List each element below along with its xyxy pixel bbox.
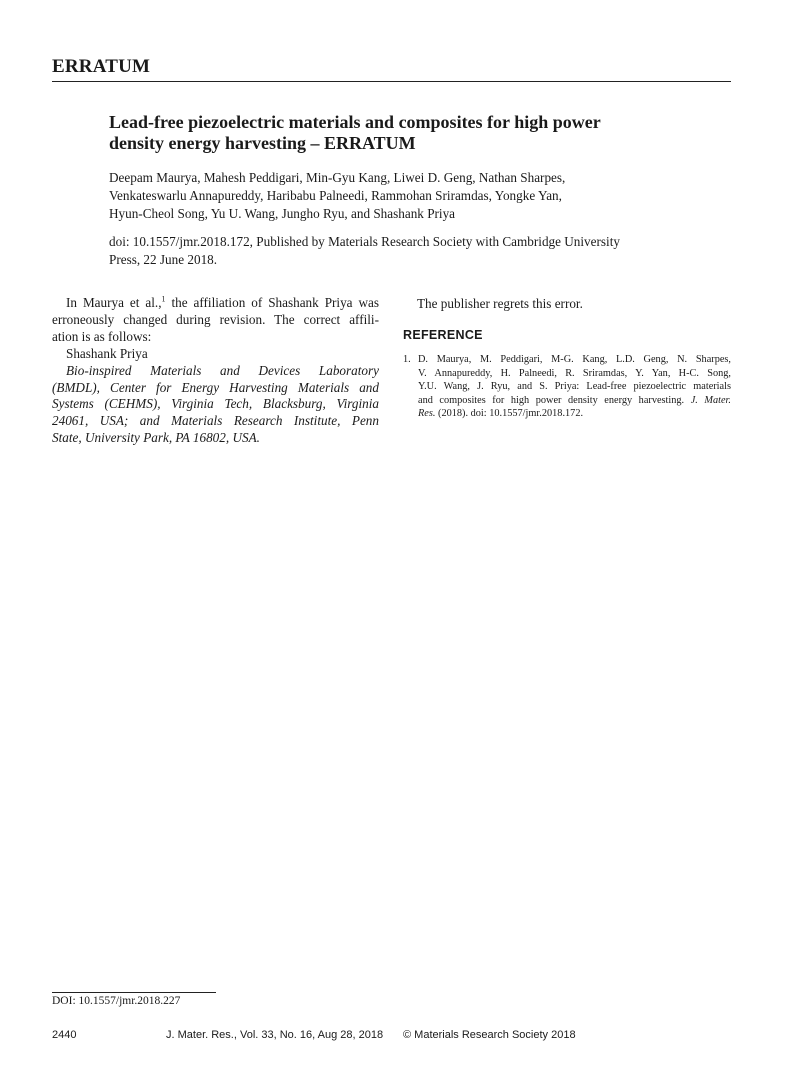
left-column <box>52 295 379 447</box>
reference-line: V. Annapureddy, H. Palneedi, R. Sriramdas, Y. Yan, H-C. Song, <box>418 367 731 379</box>
right-column <box>403 295 731 421</box>
author-line: Deepam Maurya, Mahesh Peddigari, Min-Gyu Kang, Liwei D. Geng, Nathan Sharpes, <box>109 170 566 185</box>
page-number: 2440 <box>52 1029 77 1041</box>
article-title <box>109 112 709 154</box>
title-line: density energy harvesting – ERRATUM <box>109 133 416 153</box>
journal-citation: J. Mater. Res., Vol. 33, No. 16, Aug 28, 2018 <box>166 1029 384 1041</box>
author-list <box>109 169 709 223</box>
intro-text: the affiliation of Shashank Priya was <box>165 295 379 310</box>
reference-line: D. Maurya, M. Peddigari, M-G. Kang, L.D. Geng, N. Sharpes, <box>418 354 731 365</box>
erratum-doi: DOI: 10.1557/jmr.2018.227 <box>52 995 181 1007</box>
copyright-notice: © Materials Research Society 2018 <box>403 1029 576 1041</box>
original-article-citation <box>109 233 709 269</box>
header-rule <box>52 81 731 82</box>
citation-line: Press, 22 June 2018. <box>109 252 218 267</box>
reference-entry[interactable] <box>418 353 731 421</box>
reference-number: 1. <box>403 354 411 365</box>
author-line: Hyun-Cheol Song, Yu U. Wang, Jungho Ryu, and Shashank Priya <box>109 206 456 221</box>
affiliation-line: 24061, USA; and Materials Research Institute, Penn <box>52 413 379 429</box>
reference-journal: J. Mater. <box>690 394 731 406</box>
reference-line <box>418 407 731 421</box>
footnote-rule <box>52 992 216 993</box>
affiliation-line: Bio-inspired Materials and Devices Laboratory <box>66 362 379 378</box>
affiliation-name: Shashank Priya <box>66 345 148 361</box>
title-line: Lead-free piezoelectric materials and composites for high power <box>109 112 601 132</box>
section-label: ERRATUM <box>52 56 151 77</box>
intro-line <box>52 295 379 312</box>
reference-line: Y.U. Wang, J. Ryu, and S. Priya: Lead-free piezoelectric materials <box>418 381 731 393</box>
reference-line <box>418 394 731 408</box>
reference-list <box>403 353 731 421</box>
reference-heading: REFERENCE <box>403 328 483 342</box>
regret-statement: The publisher regrets this error. <box>417 296 583 311</box>
intro-line: erroneously changed during revision. The correct affili- <box>52 311 379 327</box>
affiliation-line: (BMDL), Center for Energy Harvesting Materials and <box>52 379 379 395</box>
affiliation-line: State, University Park, PA 16802, USA. <box>52 430 260 446</box>
reference-journal: Res. <box>418 408 436 420</box>
citation-superscript[interactable]: 1 <box>161 294 166 304</box>
citation-line: doi: 10.1557/jmr.2018.172, Published by Materials Research Society with Cambridge University <box>109 234 620 249</box>
author-line: Venkateswarlu Annapureddy, Haribabu Palneedi, Rammohan Sriramdas, Yongke Yan, <box>109 188 562 203</box>
affiliation-line: Systems (CEHMS), Virginia Tech, Blacksburg, Virginia <box>52 396 379 412</box>
reference-text: and composites for high power density energy harvesting. <box>418 394 685 406</box>
intro-text: In Maurya et al., <box>66 295 162 310</box>
intro-line: ation is as follows: <box>52 328 152 344</box>
reference-doi: (2018). doi: 10.1557/jmr.2018.172. <box>435 408 584 420</box>
